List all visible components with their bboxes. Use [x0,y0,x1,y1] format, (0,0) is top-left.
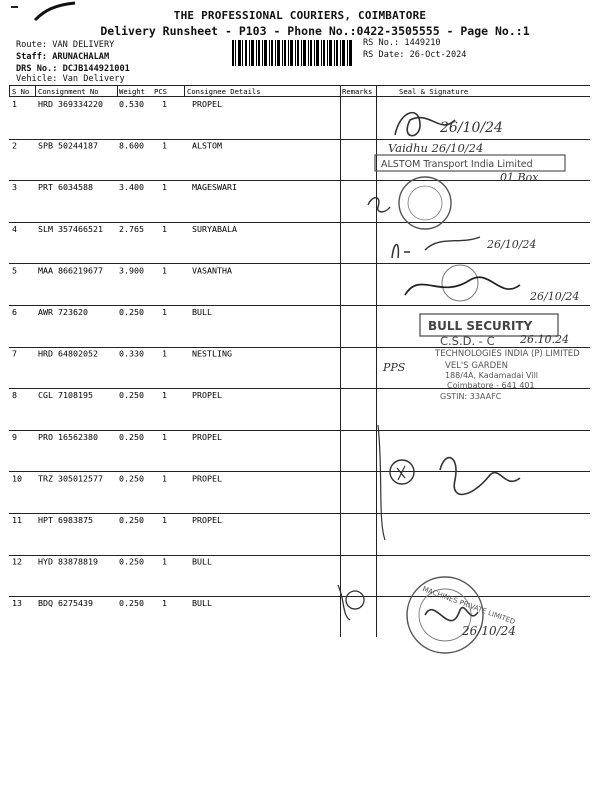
column-header-consignment: Consignment No [38,87,99,96]
cell-weight: 2.765 [119,223,144,234]
round-stamp-row-3 [399,177,451,229]
cell-weight: 0.250 [119,473,144,484]
cell-sno: 1 [12,99,17,109]
cell-sno: 11 [12,515,22,525]
handwriting-row-6b: 26.10.24 [520,333,569,346]
cell-consignee: BULL [192,307,212,317]
signature-row-3 [368,198,390,212]
cell-pcs: 1 [162,556,167,567]
cell-sno: 5 [12,265,17,276]
route-label: Route: VAN DELIVERY [16,40,115,50]
cell-pcs: 1 [162,515,167,525]
cell-pcs: 1 [162,99,167,109]
cell-sno: 10 [12,473,22,484]
cell-consignment: PRT 6034588 [38,182,93,193]
machines-stamp: MACHINES PRIVATE LIMITED [421,585,517,627]
city-stamp: Coimbatore - 641 401 [447,381,535,390]
column-header-pcs: PCS [154,87,167,96]
address-stamp: 188/4A, Kadamadai Vill [445,371,539,380]
rs-number: RS No.: 1449210 [363,38,441,48]
handwriting-row-2b: 01 Box [500,171,539,184]
handwriting-row-7: PPS [383,361,406,374]
company-title: THE PROFESSIONAL COURIERS, COIMBATORE [173,9,427,22]
cell-pcs: 1 [162,473,167,484]
column-header-seal: Seal & Signature [399,87,469,96]
cell-sno: 13 [12,598,22,609]
cell-consignment: TRZ 305012577 [38,473,103,484]
cell-sno: 2 [12,140,17,151]
cell-consignment: SLM 357466521 [38,223,103,234]
cell-weight: 0.250 [119,598,144,609]
tech-stamp: TECHNOLOGIES INDIA (P) LIMITED [435,349,580,359]
cell-weight: 0.330 [119,348,144,359]
cell-consignee: BULL [192,598,212,609]
cell-weight: 3.900 [119,265,144,276]
rs-date: RS Date: 26-Oct-2024 [363,50,467,60]
cell-consignee: NESTLING [192,348,232,359]
signature-row-5 [405,277,520,295]
cell-sno: 3 [12,182,17,193]
cell-weight: 8.600 [119,140,144,151]
column-header-weight: Weight [119,87,145,96]
cell-consignment: PRO 16562380 [38,431,98,442]
cell-consignment: HRD 369334220 [38,99,103,109]
cell-sno: 7 [12,348,17,359]
cell-pcs: 1 [162,182,167,193]
handwriting-row-2: Vaidhu 26/10/24 [388,141,484,155]
cell-consignee: MAGESWARI [192,182,237,193]
signature-row-10 [440,458,520,495]
cell-consignee: ALSTOM [192,140,222,151]
handwriting-row-1: 26/10/24 [440,120,503,136]
gardens-stamp: VEL'S GARDEN [445,361,508,371]
cell-pcs: 1 [162,307,167,317]
cell-pcs: 1 [162,140,167,151]
cell-sno: 4 [12,223,17,234]
cell-pcs: 1 [162,431,167,442]
cell-sno: 6 [12,307,17,317]
cell-weight: 0.530 [119,99,144,109]
cell-weight: 0.250 [119,307,144,317]
column-header-remarks: Remarks [342,87,373,96]
cell-pcs: 1 [162,348,167,359]
cell-consignee: PROPEL [192,99,222,109]
cell-sno: 9 [12,431,17,442]
cell-weight: 0.250 [119,515,144,525]
runsheet-title: Delivery Runsheet - P103 - Phone No.:0422-3505555 - Page No.:1 [100,24,530,38]
handwriting-row-4: 26/10/24 [487,238,537,251]
cell-weight: 0.250 [119,556,144,567]
bull-security-stamp: BULL SECURITY [428,319,533,333]
handwriting-row-13: 26/10/24 [462,624,516,638]
cell-weight: 0.250 [119,431,144,442]
gstin-stamp: GSTIN: 33AAFC [440,392,502,401]
cell-consignment: CGL 7108195 [38,390,93,401]
cell-pcs: 1 [162,598,167,609]
cell-consignment: AWR 723620 [38,307,88,317]
cell-pcs: 1 [162,223,167,234]
csd-stamp: C.S.D. - C [440,334,495,348]
staff-label: Staff: ARUNACHALAM [16,52,110,62]
alstom-stamp: ALSTOM Transport India Limited [381,159,533,170]
cell-consignment: MAA 866219677 [38,265,103,276]
cell-consignee: PROPEL [192,390,222,401]
cell-weight: 0.250 [119,390,144,401]
cell-pcs: 1 [162,390,167,401]
cell-consignment: HYD 83878819 [38,556,98,567]
cell-consignee: PROPEL [192,431,222,442]
cell-consignee: PROPEL [192,473,222,484]
cell-pcs: 1 [162,265,167,276]
cell-sno: 8 [12,390,17,401]
handwriting-row-6: 26/10/24 [530,290,580,303]
cell-consignment: HPT 6983875 [38,515,93,525]
signature-row-4 [392,245,410,259]
column-header-sno: S No [12,87,30,96]
cell-consignment: BDQ 6275439 [38,598,93,609]
cell-consignee: SURYABALA [192,223,237,234]
vehicle-label: Vehicle: Van Delivery [16,74,125,84]
cell-consignment: SPB 50244187 [38,140,98,151]
column-header-consignee: Consignee Details [187,87,261,96]
cell-consignment: HRD 64802052 [38,348,98,359]
cell-weight: 3.400 [119,182,144,193]
cell-sno: 12 [12,556,22,567]
cell-consignee: PROPEL [192,515,222,525]
cell-consignee: VASANTHA [192,265,232,276]
cell-consignee: BULL [192,556,212,567]
drs-number: DRS No.: DCJB144921001 [16,64,130,74]
